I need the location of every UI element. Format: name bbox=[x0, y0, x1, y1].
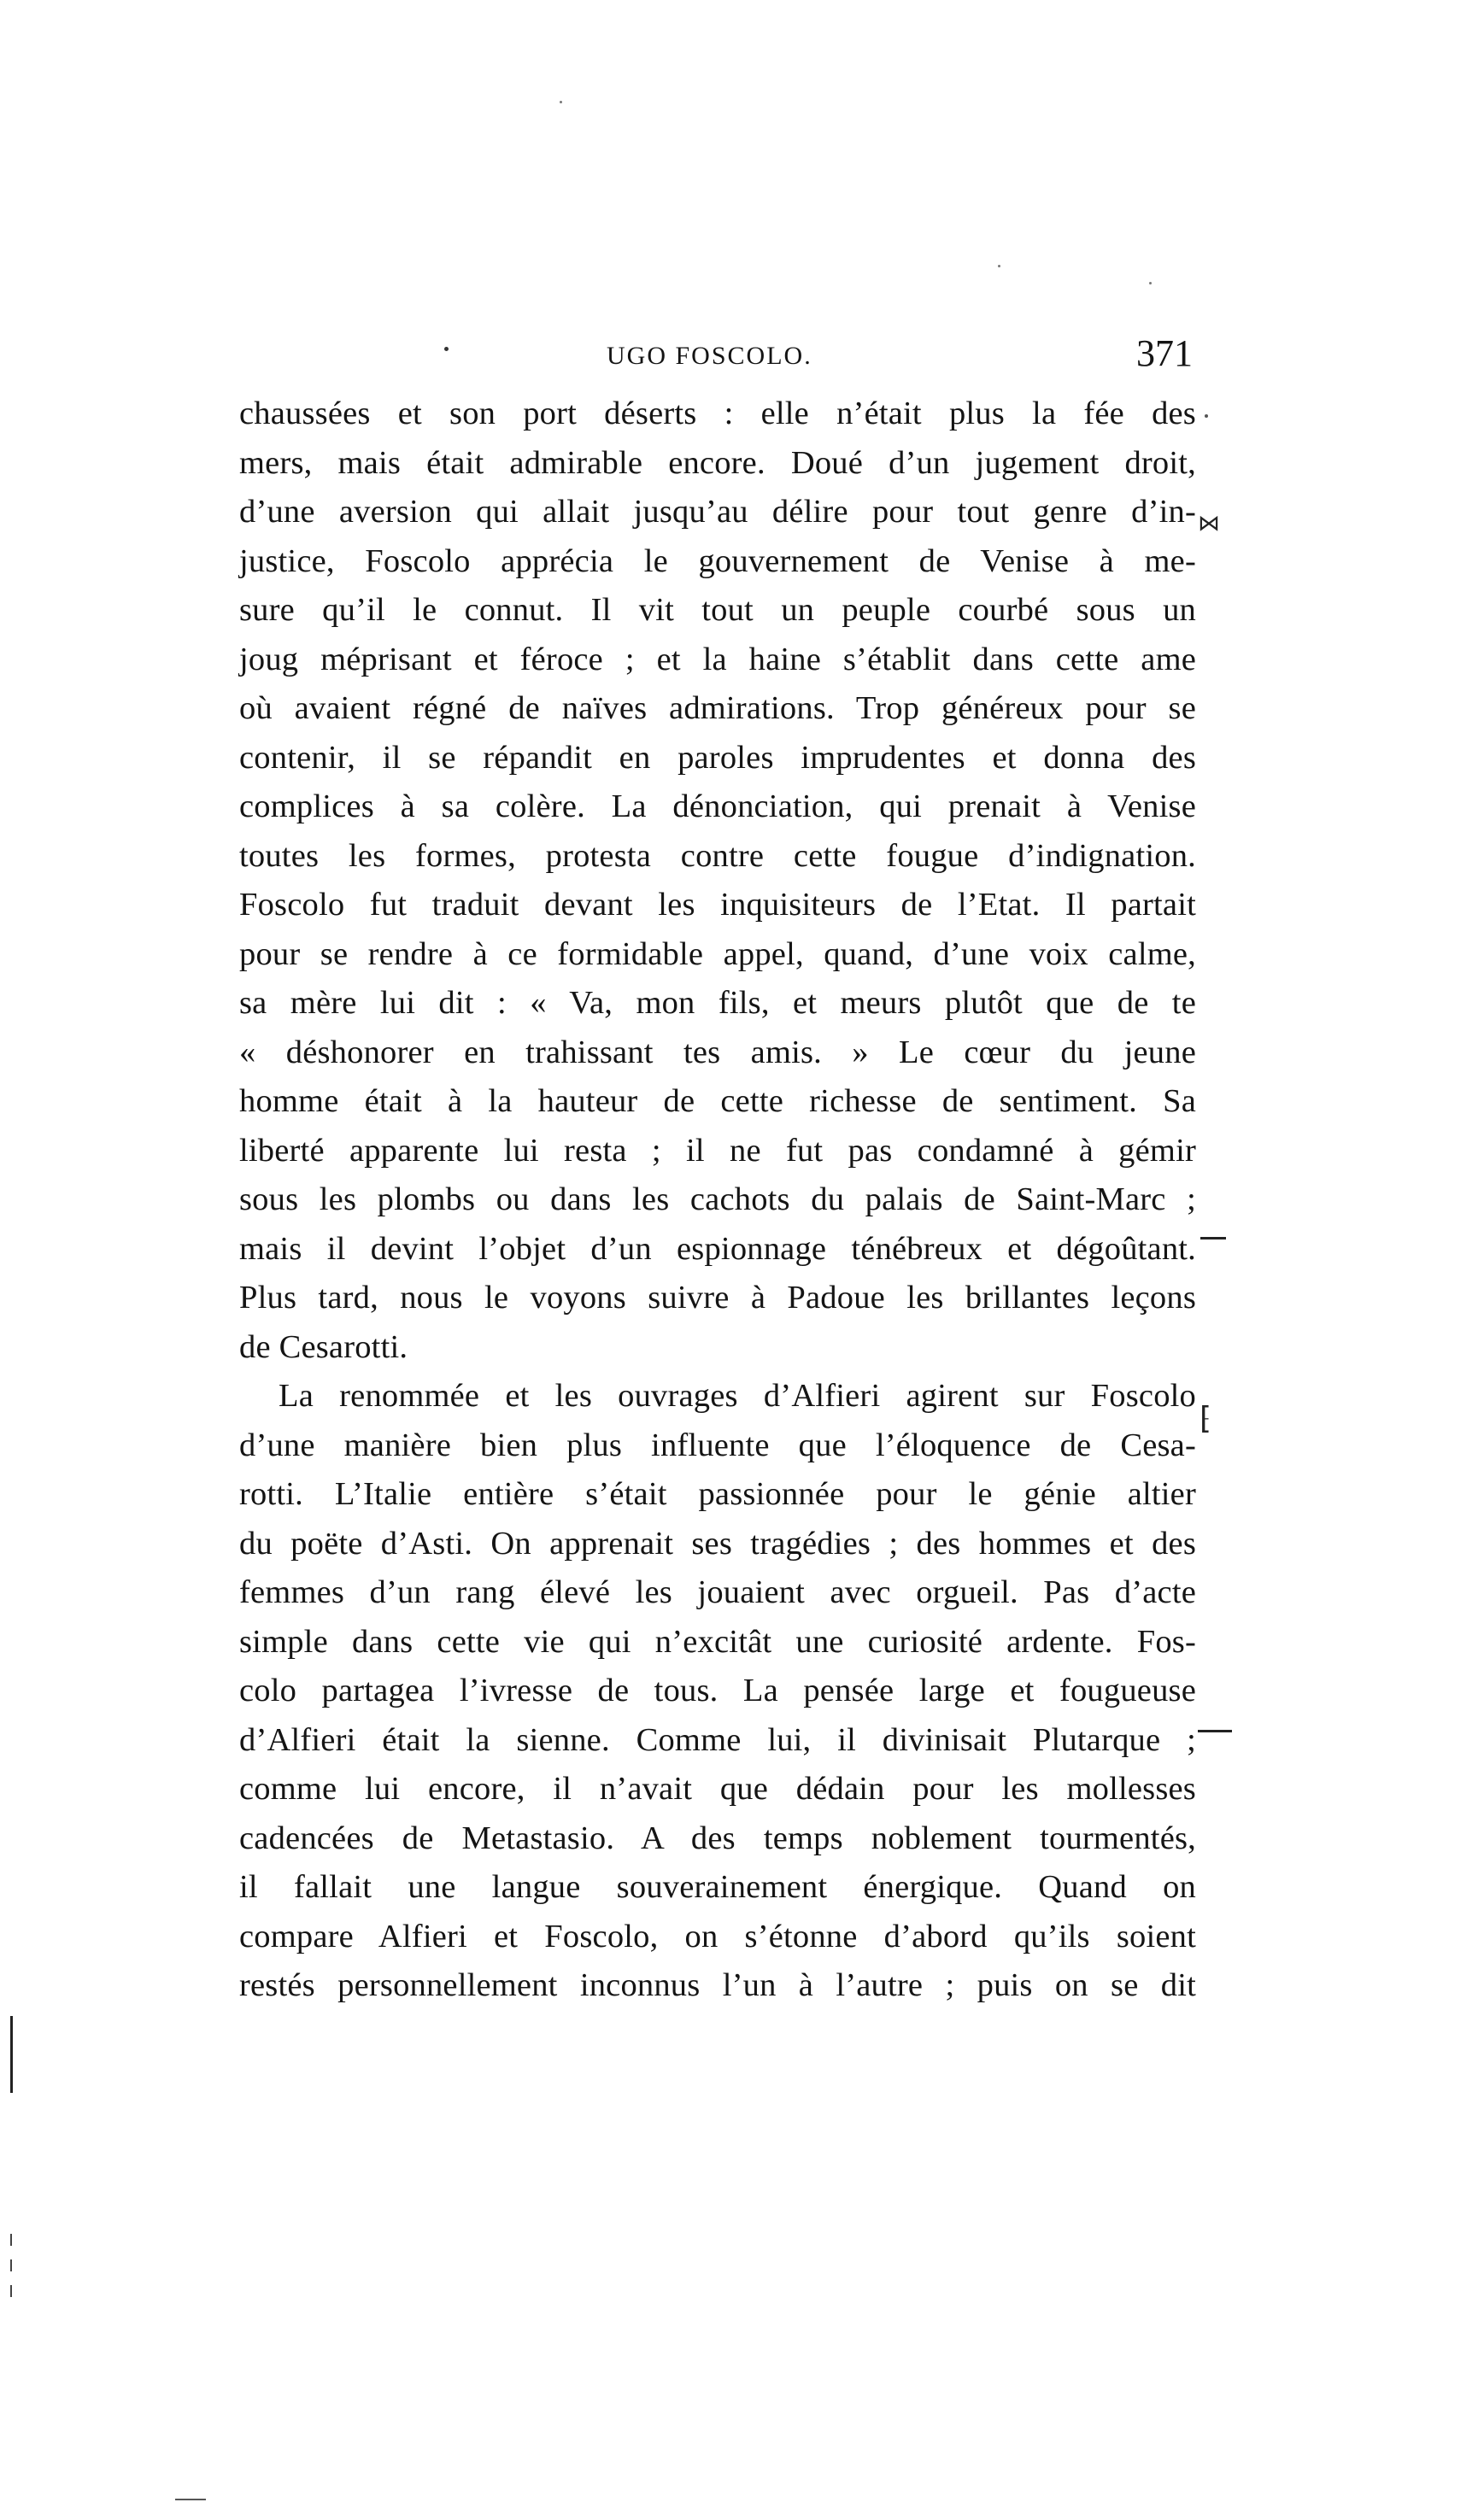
paragraph-start-line: La renommée et les ouvrages d’Alfieri agirent sur Foscolo bbox=[279, 1378, 1196, 1414]
text-line: mais il devint l’objet d’un espionnage ténébreux et dégoûtant. bbox=[239, 1230, 1196, 1267]
text-line: rotti. L’Italie entière s’était passionnée pour le génie altier bbox=[239, 1476, 1196, 1512]
body-text bbox=[239, 390, 1196, 2011]
text-line: justice, Foscolo apprécia le gouvernement de Venise à me- bbox=[239, 542, 1196, 579]
text-line: mers, mais était admirable encore. Doué d’un jugement droit, bbox=[239, 444, 1196, 481]
text-line: sous les plombs ou dans les cachots du palais de Saint-Marc ; bbox=[239, 1181, 1196, 1217]
scan-bottom-mark bbox=[175, 2499, 206, 2500]
header-speck bbox=[444, 347, 449, 351]
text-line: joug méprisant et féroce ; et la haine s’établit dans cette ame bbox=[239, 641, 1196, 677]
text-line: toutes les formes, protesta contre cette fougue d’indignation. bbox=[239, 837, 1196, 874]
text-line: d’Alfieri était la sienne. Comme lui, il divinisait Plutarque ; bbox=[239, 1721, 1196, 1758]
scan-speck bbox=[1149, 282, 1152, 284]
text-line: femmes d’un rang élevé les jouaient avec orgueil. Pas d’acte bbox=[239, 1574, 1196, 1610]
scan-speck bbox=[998, 265, 1000, 267]
text-line: sure qu’il le connut. Il vit tout un peuple courbé sous un bbox=[239, 592, 1196, 628]
text-line: Foscolo fut traduit devant les inquisiteurs de l’Etat. Il partait bbox=[239, 887, 1196, 923]
text-line: il fallait une langue souverainement énergique. Quand on bbox=[239, 1869, 1196, 1905]
running-title: UGO FOSCOLO. bbox=[607, 342, 812, 370]
text-line: cadencées de Metastasio. A des temps noblement tourmentés, bbox=[239, 1820, 1196, 1856]
text-line: où avaient régné de naïves admirations. Trop généreux pour se bbox=[239, 690, 1196, 726]
scan-speck bbox=[560, 101, 562, 103]
margin-dash-mark bbox=[1200, 1237, 1226, 1239]
margin-dash-mark bbox=[1198, 1730, 1232, 1732]
scan-edge-mark bbox=[10, 2016, 13, 2093]
text-line: colo partagea l’ivresse de tous. La pensée large et fougueuse bbox=[239, 1673, 1196, 1708]
margin-bracket-mark-icon: ⁅ bbox=[1200, 1401, 1212, 1436]
text-line: homme était à la hauteur de cette richesse de sentiment. Sa bbox=[239, 1083, 1196, 1119]
margin-x-mark-icon: ⋈ bbox=[1198, 511, 1220, 536]
text-line: chaussées et son port déserts : elle n’était plus la fée des bbox=[239, 396, 1196, 431]
page-header bbox=[239, 331, 1205, 383]
text-line: restés personnellement inconnus l’un à l’autre ; puis on se dit bbox=[239, 1967, 1196, 2003]
text-line: comme lui encore, il n’avait que dédain pour les mollesses bbox=[239, 1771, 1196, 1807]
text-line: contenir, il se répandit en paroles imprudentes et donna des bbox=[239, 739, 1196, 776]
text-line: compare Alfieri et Foscolo, on s’étonne d’abord qu’ils soient bbox=[239, 1918, 1196, 1954]
margin-speck bbox=[1205, 414, 1208, 418]
text-line: du poëte d’Asti. On apprenait ses tragédies ; des hommes et des bbox=[239, 1525, 1196, 1562]
text-line: d’une manière bien plus influente que l’éloquence de Cesa- bbox=[239, 1427, 1196, 1463]
text-line: complices à sa colère. La dénonciation, qui prenait à Venise bbox=[239, 788, 1196, 824]
paragraph-end-line: de Cesarotti. bbox=[239, 1328, 408, 1365]
text-line: liberté apparente lui resta ; il ne fut pas condamné à gémir bbox=[239, 1132, 1196, 1169]
page-number: 371 bbox=[1136, 332, 1193, 374]
text-line: « déshonorer en trahissant tes amis. » Le cœur du jeune bbox=[239, 1034, 1196, 1070]
scan-edge-ticks bbox=[10, 2234, 12, 2311]
text-line: d’une aversion qui allait jusqu’au délire pour tout genre d’in- bbox=[239, 494, 1196, 530]
text-line: Plus tard, nous le voyons suivre à Padoue les brillantes leçons bbox=[239, 1280, 1196, 1316]
text-line: simple dans cette vie qui n’excitât une curiosité ardente. Fos- bbox=[239, 1623, 1196, 1660]
text-line: pour se rendre à ce formidable appel, quand, d’une voix calme, bbox=[239, 935, 1196, 972]
text-line: sa mère lui dit : « Va, mon fils, et meurs plutôt que de te bbox=[239, 985, 1196, 1021]
